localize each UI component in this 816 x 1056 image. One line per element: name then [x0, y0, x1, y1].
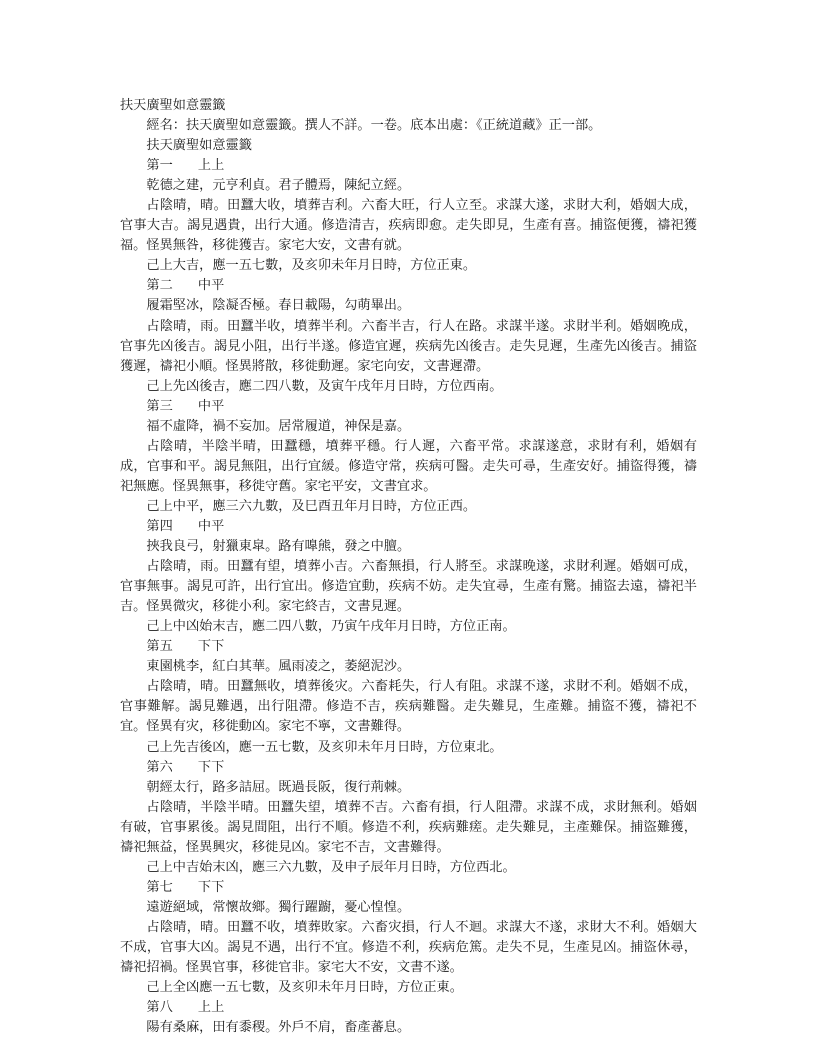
- entry-heading: [120, 397, 697, 417]
- inner-title: 扶天廣聖如意靈籤: [146, 138, 252, 154]
- entry-rank: 中平: [197, 398, 225, 414]
- entry-divination: 占陰晴，雨。田蠶有望，墳葬小吉。六畜無損，行人將至。求謀晚遂，求財利遲。婚姻可成，官事無事。謁見可許，出行宜出。修造宜動，疾病不妨。走失宜尋，生產有驚。捕盜去遠，禱祀半吉。怪異微灾，移徙小利。家宅終吉，文書見遲。: [120, 559, 697, 615]
- entry-heading-gap: [173, 399, 198, 414]
- entry-verse: 朝經太行，路多詰屈。既過長阪，復行荊棘。: [146, 779, 411, 795]
- entry-divination: 占陰晴，半陰半晴，田蠶穩，墳葬平穩。行人遲，六畜平常。求謀遂意，求財有利，婚姻有成，官事和平。謁見無阻，出行宜緩。修造守常，疾病可醫。走失可尋，生產安好。捕盜得獲，禱祀無應。怪異無事，移徙守舊。家宅平安，文書宜求。: [120, 438, 697, 494]
- entry-verse: 挾我良弓，射獵東皐。路有嘷熊，發之中膻。: [146, 539, 411, 555]
- entry-divination: 占陰晴，雨。田蠶半收，墳葬半利。六畜半吉，行人在路。求謀半遂。求財半利。婚姻晚成，官事先凶後吉。謁見小阻，出行半遂。修造宜遲，疾病先凶後吉。走失見遲，生產先凶後吉。捕盜獲遲，禱祀小順。怪異將散，移徙動遲。家宅向安，文書遲滯。: [120, 318, 697, 374]
- entry-rank: 下下: [197, 759, 225, 775]
- entry-verse: 遠遊絕域，常懷故鄉。獨行躍躕，憂心惶惶。: [146, 899, 411, 915]
- entry-divination: 占陰晴，半陰半晴。田蠶失望，墳葬不吉。六畜有損，行人阻滯。求謀不成，求財無利。婚姻有破，官事累後。謁見間阻，出行不順。修造不利，疾病難瘥。走失難見，主產難保。捕盜難獲，禱祀無益，怪異興灾，移徙見凶。家宅不吉，文書難得。: [120, 799, 697, 855]
- entry-number: 第六: [146, 759, 173, 775]
- document-title: 扶天廣聖如意靈籤: [120, 98, 226, 113]
- entry-heading-gap: [173, 1000, 198, 1015]
- entry-rank: 上上: [197, 158, 225, 174]
- entry-verse: 乾德之建，元亨利貞。君子體焉，陳紀立經。: [146, 178, 411, 194]
- entry-divination: 占陰晴，晴。田蠶無收，墳葬後灾。六畜耗失，行人有阻。求謀不遂，求財不利。婚姻不成，官事難解。謁見難遇，出行阻滯。修造不吉，疾病難醫。走失難見，生產難。捕盜不獲，禱祀不宜。怪異有灾，移徙動凶。家宅不寧，文書難得。: [120, 679, 697, 735]
- entry-rank: 中平: [197, 278, 225, 294]
- entry-heading: [120, 517, 697, 537]
- entry-heading-gap: [173, 158, 198, 173]
- entry-summary: 己上全凶應一五七數，及亥卯未年月日時，方位正東。: [146, 980, 463, 996]
- entry-number: 第七: [146, 879, 173, 895]
- entry-number: 第二: [146, 278, 173, 294]
- entry-heading-gap: [173, 880, 198, 895]
- entry-summary: 己上中凶始末吉，應二四八數，乃寅午戌年月日時，方位正南。: [146, 619, 516, 635]
- entry-heading: [120, 758, 697, 778]
- entry-summary: 己上中吉始末凶，應三六九數，及申子辰年月日時，方位西北。: [146, 859, 516, 875]
- entry-heading-gap: [173, 519, 198, 534]
- entry-verse: 東園桃李，紅白其華。風雨凌之，萎絕泥沙。: [146, 659, 411, 675]
- entry-verse: 陽有桑麻，田有黍稷。外戶不肩，畜產蕃息。: [146, 1020, 411, 1036]
- entry-rank: 上上: [197, 1000, 225, 1016]
- entry-heading: [120, 998, 697, 1018]
- entry-heading-gap: [173, 639, 198, 654]
- entry-heading: [120, 276, 697, 296]
- entry-number: 第八: [146, 1000, 173, 1016]
- entry-heading: [120, 878, 697, 898]
- entry-verse: 履霜堅冰，陰凝否極。春日載陽，勾萌畢出。: [146, 298, 411, 314]
- entry-rank: 下下: [197, 879, 225, 895]
- entry-number: 第三: [146, 398, 173, 414]
- entry-heading: [120, 637, 697, 657]
- entry-heading: [120, 156, 697, 176]
- entry-number: 第一: [146, 158, 173, 174]
- entry-number: 第五: [146, 639, 173, 655]
- entry-heading-gap: [173, 278, 198, 293]
- entry-summary: 己上先凶後吉，應二四八數，及寅午戌年月日時，方位西南。: [146, 378, 503, 394]
- entry-number: 第四: [146, 518, 173, 534]
- entry-summary: 己上中平，應三六九數，及巳酉丑年月日時，方位正西。: [146, 498, 477, 514]
- entry-summary: 己上先吉後凶，應一五七數，及亥卯未年月日時，方位東北。: [146, 739, 503, 755]
- entry-heading-gap: [173, 760, 198, 775]
- entry-divination: 占陰晴，晴。田蠶大收，墳葬吉利。六畜大旺，行人立至。求謀大遂，求財大利，婚姻大成，官事大吉。謁見遇貴，出行大通。修造清吉，疾病即愈。走失即見，生產有喜。捕盜便獲，禱祀獲福。怪異無咎，移徙獲吉。家宅大安，文書有就。: [120, 198, 697, 254]
- colophon-line: 經名：扶天廣聖如意靈籤。撰人不詳。一卷。底本出處：《正統道藏》正一部。: [146, 118, 602, 134]
- entry-divination: 占陰晴，晴。田蠶不收，墳葬敗家。六畜灾損，行人不迴。求謀大不遂，求財大不利。婚姻大不成，官事大凶。謁見不遇，出行不宜。修造不利，疾病危篤。走失不見，生產見凶。捕盜休尋，禱祀招禍。怪異官事，移徙官非。家宅大不安，文書不遂。: [120, 919, 697, 976]
- entry-rank: 下下: [197, 639, 225, 655]
- document-body: [120, 96, 697, 1038]
- entry-verse: 福不虛降，禍不妄加。居常履道，神保是嘉。: [146, 418, 411, 434]
- entry-summary: 己上大吉，應一五七數，及亥卯未年月日時，方位正東。: [146, 258, 477, 274]
- entry-rank: 中平: [197, 518, 225, 534]
